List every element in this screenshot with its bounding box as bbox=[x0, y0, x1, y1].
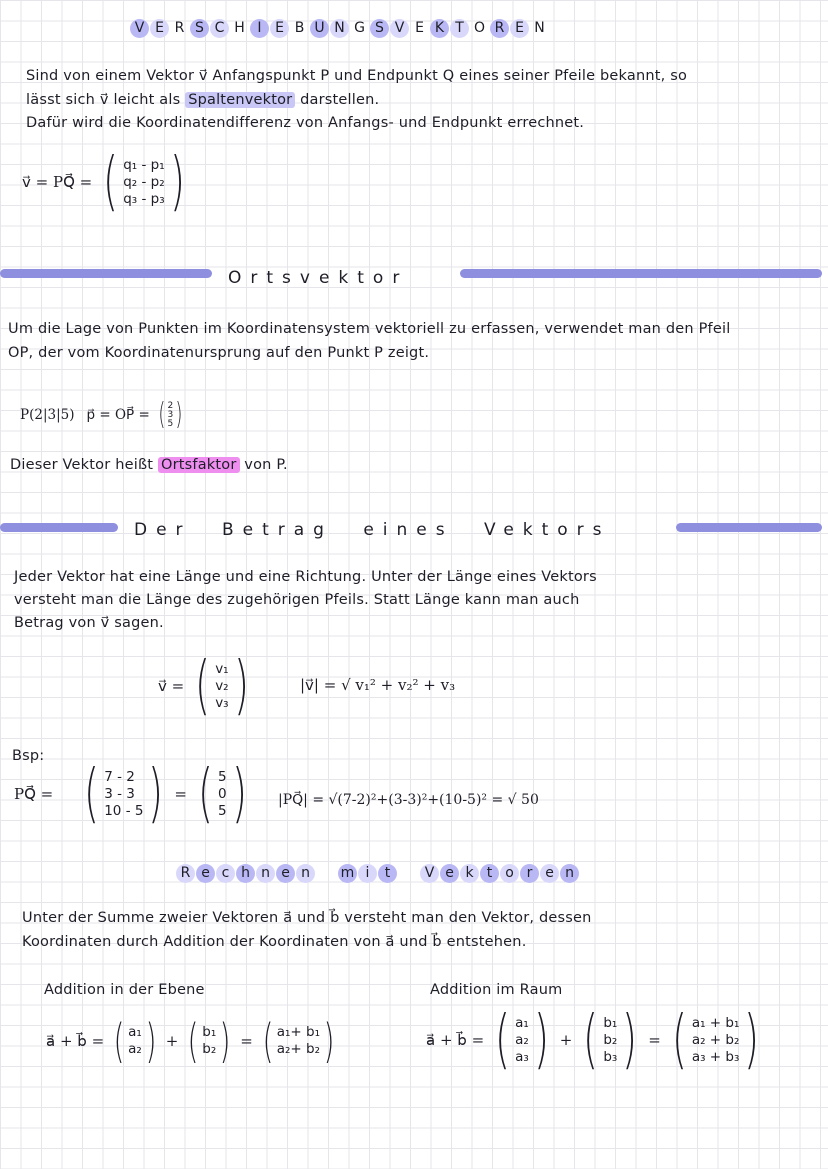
ebene-sum: ( a₁+ b₁ a₂+ b₂ ) bbox=[262, 1014, 335, 1068]
matrix-cell: 5 bbox=[217, 802, 227, 819]
plus-sign: + bbox=[559, 1031, 573, 1049]
title-letter: E bbox=[270, 19, 289, 38]
heading-letter: n bbox=[560, 864, 579, 883]
heading-letter: t bbox=[480, 864, 499, 883]
formula-pq-lhs: v⃗ = PQ⃗ = bbox=[22, 173, 93, 191]
formula-pq-matrix: ( q₁ - p₁ q₂ - p₂ q₃ - p₃ ) bbox=[103, 145, 185, 219]
heading-letter: c bbox=[216, 864, 235, 883]
ortsvektor-definition bbox=[10, 457, 288, 473]
ebene-lhs: a⃗ + b⃗ = bbox=[46, 1032, 105, 1050]
title-letter: V bbox=[390, 19, 409, 38]
title-letter: E bbox=[510, 19, 529, 38]
ortsvektor-line-2: OP, der vom Koordinatenursprung auf den Punkt P zeigt. bbox=[8, 345, 430, 361]
matrix-cell: 10 - 5 bbox=[104, 802, 144, 819]
ebene-addition bbox=[46, 1014, 338, 1068]
plus-sign: + bbox=[165, 1032, 179, 1050]
matrix-cell: 5 bbox=[217, 768, 227, 785]
matrix-cell: v₃ bbox=[215, 694, 229, 711]
title-letter: C bbox=[210, 19, 229, 38]
matrix-cell: v₂ bbox=[215, 677, 229, 694]
raum-addition bbox=[426, 1003, 764, 1077]
title-letter: N bbox=[534, 20, 545, 36]
ortsvektor-line-1: Um die Lage von Punkten im Koordinatensystem vektoriell zu erfassen, verwendet man den Pfeil bbox=[8, 321, 731, 337]
section-heading-betrag: Der Betrag eines Vektors bbox=[134, 520, 611, 540]
heading-letter: k bbox=[460, 864, 479, 883]
matrix-cell: a₁ bbox=[515, 1014, 529, 1031]
section-heading-rechnen bbox=[176, 862, 580, 883]
bsp-result: ( 5 0 5 ) bbox=[197, 757, 247, 831]
heading-letter: t bbox=[378, 864, 397, 883]
matrix-cell: a₁ bbox=[128, 1024, 142, 1040]
title-letter: S bbox=[190, 19, 209, 38]
betrag-vector-lhs: v⃗ = bbox=[158, 677, 185, 695]
heading-letter: e bbox=[196, 864, 215, 883]
divider-bar bbox=[0, 523, 118, 532]
matrix-cell: 7 - 2 bbox=[104, 768, 135, 785]
heading-letter: o bbox=[500, 864, 519, 883]
bsp-label: Bsp: bbox=[12, 748, 45, 764]
intro-line-2 bbox=[26, 92, 379, 108]
rechnen-line-1: Unter der Summe zweier Vektoren a⃗ und b⃗ versteht man den Vektor, dessen bbox=[22, 910, 592, 926]
matrix-cell: a₁+ b₁ bbox=[276, 1024, 321, 1040]
heading-letter: e bbox=[540, 864, 559, 883]
divider-bar bbox=[0, 269, 212, 278]
title-letter: E bbox=[415, 20, 424, 36]
def-post: von P. bbox=[239, 457, 288, 473]
matrix-cell: a₂ + b₂ bbox=[691, 1031, 740, 1048]
ortsvektor-example bbox=[20, 397, 185, 432]
title-letter: N bbox=[330, 19, 349, 38]
matrix-cell: 5 bbox=[167, 418, 174, 429]
heading-letter: r bbox=[520, 864, 539, 883]
betrag-formula: |v⃗| = √ v₁² + v₂² + v₃ bbox=[300, 676, 456, 694]
ebene-b: ( b₁ b₂ ) bbox=[187, 1014, 231, 1068]
bsp-norm: |PQ⃗| = √(7-2)²+(3-3)²+(10-5)² = √ 50 bbox=[278, 792, 539, 808]
matrix-cell: a₂ bbox=[128, 1041, 142, 1057]
divider-bar bbox=[460, 269, 822, 278]
highlight-ortsfaktor: Ortsfaktor bbox=[158, 457, 240, 473]
def-pre: Dieser Vektor heißt bbox=[10, 457, 158, 473]
title-letter: O bbox=[473, 20, 486, 36]
matrix-cell: b₁ bbox=[603, 1014, 618, 1031]
formula-pq bbox=[22, 145, 190, 219]
betrag-line-3: Betrag von v⃗ sagen. bbox=[14, 615, 164, 631]
ebene-a: ( a₁ a₂ ) bbox=[113, 1014, 157, 1068]
title-letter: G bbox=[354, 20, 365, 36]
matrix-cell: 3 bbox=[167, 409, 174, 420]
equals-sign: = bbox=[648, 1031, 661, 1049]
matrix-cell: q₃ - p₃ bbox=[123, 190, 165, 207]
page-title bbox=[130, 17, 550, 38]
heading-letter: e bbox=[276, 864, 295, 883]
bsp-eq: = bbox=[174, 785, 187, 803]
ebene-title: Addition in der Ebene bbox=[44, 982, 205, 998]
heading-letter: m bbox=[338, 864, 357, 883]
matrix-cell: 2 bbox=[167, 400, 174, 411]
heading-letter: i bbox=[358, 864, 377, 883]
bsp-lhs: PQ⃗ = bbox=[14, 785, 54, 803]
matrix-cell: 0 bbox=[217, 785, 227, 802]
intro-line-3: Dafür wird die Koordinatendifferenz von Anfangs- und Endpunkt errechnet. bbox=[26, 115, 585, 131]
matrix-cell: b₃ bbox=[603, 1048, 618, 1065]
heading-letter: n bbox=[256, 864, 275, 883]
matrix-cell: a₃ + b₃ bbox=[691, 1048, 740, 1065]
title-letter: H bbox=[234, 20, 245, 36]
matrix-cell: a₃ bbox=[515, 1048, 529, 1065]
heading-letter: h bbox=[236, 864, 255, 883]
rechnen-line-2: Koordinaten durch Addition der Koordinaten von a⃗ und b⃗ entstehen. bbox=[22, 934, 527, 950]
title-letter: V bbox=[130, 19, 149, 38]
equals-sign: = bbox=[240, 1032, 253, 1050]
raum-title: Addition im Raum bbox=[430, 982, 563, 998]
title-letter: R bbox=[490, 19, 509, 38]
title-letter: K bbox=[430, 19, 449, 38]
heading-letter: R bbox=[176, 864, 195, 883]
raum-lhs: a⃗ + b⃗ = bbox=[426, 1031, 485, 1049]
betrag-line-2: versteht man die Länge des zugehörigen Pfeils. Statt Länge kann man auch bbox=[14, 592, 580, 608]
betrag-line-1: Jeder Vektor hat eine Länge und eine Richtung. Unter der Länge eines Vektors bbox=[14, 569, 597, 585]
matrix-cell: b₂ bbox=[202, 1041, 217, 1057]
raum-sum: ( a₁ + b₁ a₂ + b₂ a₃ + b₃ ) bbox=[671, 1003, 760, 1077]
example-vector: ( 2 3 5 ) bbox=[158, 397, 183, 432]
matrix-cell: a₂+ b₂ bbox=[276, 1041, 321, 1057]
matrix-cell: b₁ bbox=[202, 1024, 217, 1040]
matrix-col bbox=[123, 157, 164, 208]
section-heading-ortsvektor: Ortsvektor bbox=[228, 268, 409, 288]
title-letter: E bbox=[150, 19, 169, 38]
matrix-cell: q₂ - p₂ bbox=[123, 173, 165, 190]
matrix-cell: 3 - 3 bbox=[104, 785, 135, 802]
heading-letter: n bbox=[296, 864, 315, 883]
heading-letter: e bbox=[440, 864, 459, 883]
divider-bar bbox=[676, 523, 822, 532]
matrix-cell: a₂ bbox=[515, 1031, 529, 1048]
title-letter: I bbox=[250, 19, 269, 38]
bsp-example bbox=[14, 757, 252, 831]
title-letter: U bbox=[310, 19, 329, 38]
raum-a: ( a₁ a₂ a₃ ) bbox=[495, 1003, 549, 1077]
title-letter: S bbox=[370, 19, 389, 38]
intro-line-2-post: darstellen. bbox=[295, 92, 380, 108]
bsp-matrix: ( 7 - 2 3 - 3 10 - 5 ) bbox=[84, 757, 164, 831]
title-letter: B bbox=[294, 20, 305, 36]
matrix-cell: v₁ bbox=[215, 660, 229, 677]
matrix-cell: b₂ bbox=[603, 1031, 618, 1048]
heading-letter: V bbox=[420, 864, 439, 883]
intro-line-2-pre: lässt sich v⃗ leicht als bbox=[26, 92, 186, 108]
betrag-vector-matrix: ( v₁ v₂ v₃ ) bbox=[195, 649, 249, 723]
matrix-cell: a₁ + b₁ bbox=[691, 1014, 740, 1031]
raum-b: ( b₁ b₂ b₃ ) bbox=[583, 1003, 638, 1077]
matrix-cell: q₁ - p₁ bbox=[123, 156, 165, 173]
example-eq: p⃗ = OP⃗ = bbox=[86, 407, 150, 423]
intro-line-1: Sind von einem Vektor v⃗ Anfangspunkt P und Endpunkt Q eines seiner Pfeile bekannt, so bbox=[26, 68, 688, 84]
highlight-spaltenvektor: Spaltenvektor bbox=[185, 92, 295, 108]
example-point: P(2|3|5) bbox=[20, 407, 75, 423]
title-letter: R bbox=[174, 20, 185, 36]
betrag-vector bbox=[158, 649, 254, 723]
title-letter: T bbox=[450, 19, 469, 38]
